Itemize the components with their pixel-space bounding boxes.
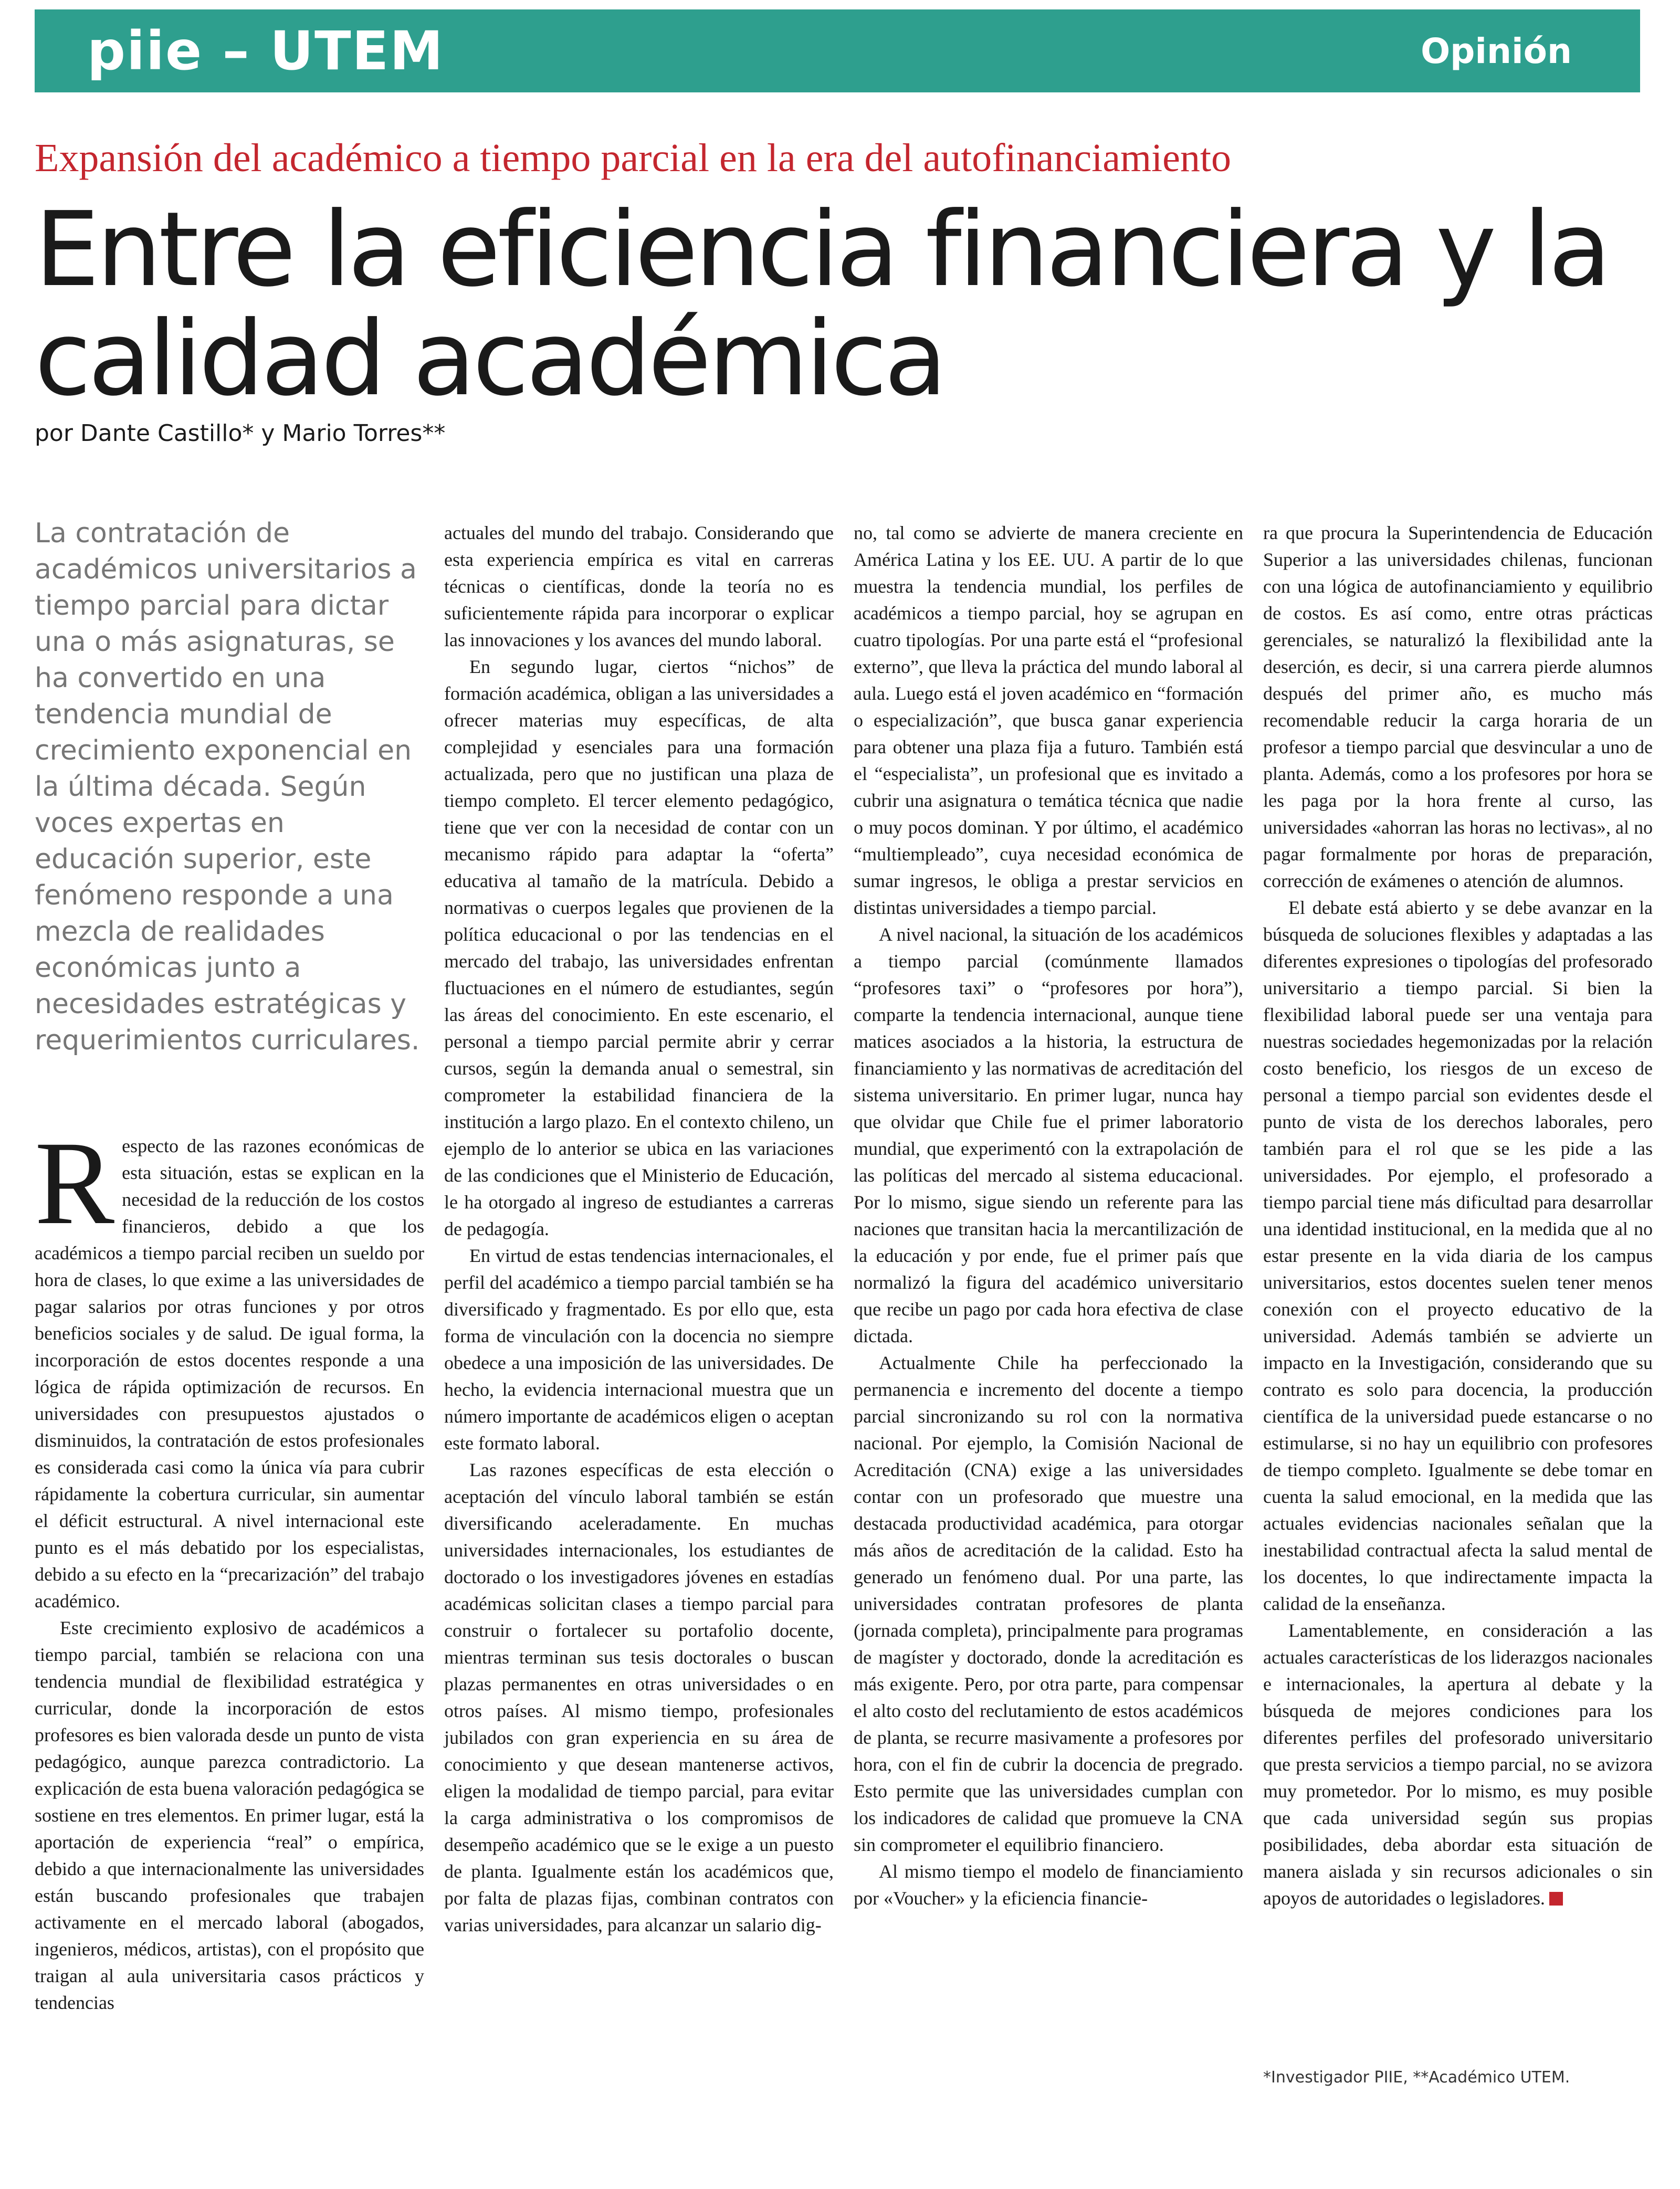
author-footnote: *Investigador PIIE, **Académico UTEM.: [1263, 2068, 1570, 2087]
paragraph-text: especto de las razones económicas de esta situación, estas se explican en la necesidad de la reducción de los costos financieros, debido a que los académicos a tiempo parcial reciben un sueldo por hora de clases, lo que exime a las universidades de pagar salarios por otras funciones y por otros beneficios sociales y de salud. De igual forma, la incorporación de estos docentes responde a una lógica de rápida optimización de recursos. En universidades con presupuestos ajustados o disminuidos, la contratación de estos profesionales es considerada casi como la única vía para cubrir rápidamente la cobertura curricular, sin aumentar el déficit estructural. A nivel internacional este punto es el más debatido por los especialistas, debido a su efecto en la “precarización” del trabajo académico.: [35, 1135, 424, 1612]
brand-logo: piie – UTEM: [87, 19, 444, 82]
article-column-4: [1263, 520, 1653, 1912]
article-kicker: Expansión del académico a tiempo parcial en la era del autofinanciamiento: [35, 136, 1231, 180]
paragraph: Actualmente Chile ha perfeccionado la permanencia e incremento del docente a tiempo parcial sincronizando su rol con la normativa nacional. Por ejemplo, la Comisión Nacional de Acreditación (CNA) exige a las universidades contar con un profesorado que muestre una destacada productividad académica, para otorgar más años de acreditación de la calidad. Esto ha generado un fenómeno dual. Por una parte, las universidades contratan profesores de planta (jornada completa), principalmente para programas de magíster y doctorado, donde la acreditación es más exigente. Pero, por otra parte, para compensar el alto costo del reclutamiento de estos académicos de planta, se recurre masivamente a profesores por hora, con el fin de cubrir la docencia de pregrado. Esto permite que las universidades cumplan con los indicadores de calidad que promueve la CNA sin comprometer el equilibrio financiero.: [854, 1352, 1243, 1855]
section-label: Opinión: [1421, 30, 1572, 71]
article-lead: La contratación de académicos universitarios a tiempo parcial para dictar una o más asignaturas, se ha convertido en una tendencia mundial de crecimiento exponencial en la última década. Según voces expertas en educación superior, este fenómeno responde a una mezcla de realidades económicas junto a necesidades estratégicas y requerimientos curriculares.: [35, 518, 420, 1056]
paragraph: En segundo lugar, ciertos “nichos” de formación académica, obligan a las universidades a ofrecer materias muy específicas, de alta complejidad y esenciales para una formación actualizada, pero que no justifican una plaza de tiempo completo. El tercer elemento pedagógico, tiene que ver con la necesidad de contar con un mecanismo rápido para adaptar la “oferta” educativa al tamaño de la matrícula. Debido a normativas o cuerpos legales que provienen de la política educacional o por las tendencias en el mercado del trabajo, las universidades enfrentan fluctuaciones en el número de estudiantes, según las áreas del conocimiento. En este escenario, el personal a tiempo parcial permite abrir y cerrar cursos, según la demanda anual o semestral, sin comprometer la estabilidad financiera de la institución a largo plazo. En el contexto chileno, un ejemplo de lo anterior se ubica en las variaciones de las condiciones que el Ministerio de Educación, le ha otorgado al ingreso de estudiantes a carreras de pedagogía.: [444, 656, 834, 1239]
end-mark-icon: [1549, 1892, 1563, 1906]
paragraph: Las razones específicas de esta elección o aceptación del vínculo laboral también se están diversificando aceleradamente. En muchas universidades internacionales, los estudiantes de doctorado o los investigadores jóvenes en estadías académicas solicitan clases a tiempo parcial para construir o fortalecer su portafolio docente, mientras terminan sus tesis doctorales o buscan plazas permanentes en otras universidades o en otros países. Al mismo tiempo, profesionales jubilados con gran experiencia en su área de conocimiento y que desean mantenerse activos, eligen la modalidad de tiempo parcial, para evitar la carga administrativa o los compromisos de desempeño académico que se le exige a un puesto de planta. Igualmente están los académicos que, por falta de plazas fijas, combinan contratos con varias universidades, para alcanzar un salario dig-: [444, 1459, 834, 1935]
paragraph: no, tal como se advierte de manera creciente en América Latina y los EE. UU. A partir de lo que muestra la tendencia mundial, los perfiles de académicos a tiempo parcial, hoy se agrupan en cuatro tipologías. Por una parte está el “profesional externo”, que lleva la práctica del mundo laboral al aula. Luego está el joven académico en “formación o especialización”, que busca ganar experiencia para obtener una plaza fija a futuro. También está el “especialista”, un profesional que es invitado a cubrir una asignatura o temática técnica que nadie o muy pocos dominan. Y por último, el académico “multiempleado”, cuya necesidad económica de sumar ingresos, le obliga a prestar servicios en distintas universidades a tiempo parcial.: [854, 522, 1243, 918]
article-byline: por Dante Castillo* y Mario Torres**: [35, 420, 446, 447]
article-column-1: [35, 1117, 424, 2016]
paragraph: Al mismo tiempo el modelo de financiamiento por «Voucher» y la eficiencia financie-: [854, 1861, 1243, 1909]
paragraph: El debate está abierto y se debe avanzar en la búsqueda de soluciones flexibles y adaptadas a las diferentes expresiones o tipologías del profesorado universitario a tiempo parcial. Si bien la flexibilidad laboral puede ser una ventaja para nuestras sociedades hegemonizadas por la relación costo beneficio, los riesgos de un exceso de personal a tiempo parcial son evidentes desde el punto de vista de los derechos laborales, pero también para el rol que se les pide a las universidades. Por ejemplo, el profesorado a tiempo parcial tiene más dificultad para desarrollar una identidad institucional, en la medida que al no estar presente en la vida diaria de los campus universitarios, estos docentes suelen tener menos conexión con el proyecto educativo de la universidad. Además también se advierte un impacto en la Investigación, considerando que su contrato es solo para docencia, la producción científica de la universidad puede estancarse o no estimularse, si no hay un equilibrio con profesores de tiempo completo. Igualmente se debe tomar en cuenta la salud emocional, en la medida que las actuales evidencias nacionales señalan que la inestabilidad contractual afecta la salud mental de los docentes, lo que indirectamente impacta la calidad de la enseñanza.: [1263, 897, 1653, 1614]
paragraph: A nivel nacional, la situación de los académicos a tiempo parcial (comúnmente llamados “profesores taxi” o “profesores por hora”), comparte la tendencia internacional, aunque tiene matices asociados a la historia, la estructura de financiamiento y las normativas de acreditación del sistema universitario. En primer lugar, nunca hay que olvidar que Chile fue el primer laboratorio mundial, que experimentó con la extrapolación de las políticas del mercado al sistema educacional. Por lo mismo, sigue siendo un referente para las naciones que transitan hacia la mercantilización de la educación y por ende, fue el primer país que normalizó la figura del académico universitario que recibe un pago por cada hora efectiva de clase dictada.: [854, 924, 1243, 1346]
paragraph: En virtud de estas tendencias internacionales, el perfil del académico a tiempo parcial también se ha diversificado y fragmentado. Es por ello que, esta forma de vinculación con la docencia no siempre obedece a una imposición de las universidades. De hecho, la evidencia internacional muestra que un número importante de académicos eligen o aceptan este formato laboral.: [444, 1245, 834, 1454]
paragraph-text: Lamentablemente, en consideración a las actuales características de los liderazgos nacionales e internacionales, la apertura al debate y la búsqueda de mejores condiciones para los diferentes perfiles del profesorado universitario que presta servicios a tiempo parcial, no se avizora muy prometedor. Por lo mismo, es muy posible que cada universidad según sus propias posibilidades, deba abordar esta situación de manera aislada y sin recursos adicionales o sin apoyos de autoridades o legisladores.: [1263, 1620, 1653, 1909]
section-banner: [35, 9, 1640, 92]
paragraph: ra que procura la Superintendencia de Educación Superior a las universidades chilenas, funcionan con una lógica de autofinanciamiento y equilibrio de costos. Es así como, entre otras prácticas gerenciales, se naturalizó la flexibilidad ante la deserción, es decir, si una carrera pierde alumnos después del primer año, es mucho más recomendable reducir la carga horaria de un profesor a tiempo parcial que desvincular a uno de planta. Además, como a los profesores por hora se les paga por la hora frente al curso, las universidades «ahorran las horas no lectivas», al no pagar formalmente por horas de preparación, corrección de exámenes o atención de alumnos.: [1263, 522, 1653, 891]
paragraph: [1263, 1617, 1653, 1912]
drop-cap: R: [35, 1117, 115, 1249]
paragraph: [35, 1117, 424, 1615]
article-column-3: [854, 520, 1243, 1912]
article-column-2: [444, 520, 834, 1939]
article-headline: Entre la eficiencia financiera y la calidad académica: [35, 190, 1609, 419]
paragraph: Este crecimiento explosivo de académicos a tiempo parcial, también se relaciona con una tendencia mundial de flexibilidad estratégica y curricular, donde la incorporación de estos profesores es bien valorada desde un punto de vista pedagógico, aunque parezca contradictorio. La explicación de esta buena valoración pedagógica se sostiene en tres elementos. En primer lugar, está la aportación de experiencia “real” o empírica, debido a que internacionalmente las universidades están buscando profesionales que trabajen activamente en el mercado laboral (abogados, ingenieros, médicos, artistas), con el propósito que traigan al aula universitaria casos prácticos y tendencias: [35, 1617, 424, 2013]
paragraph: actuales del mundo del trabajo. Considerando que esta experiencia empírica es vital en carreras técnicas o científicas, donde la teoría no es suficientemente rápida para incorporar o explicar las innovaciones y los avances del mundo laboral.: [444, 522, 834, 650]
